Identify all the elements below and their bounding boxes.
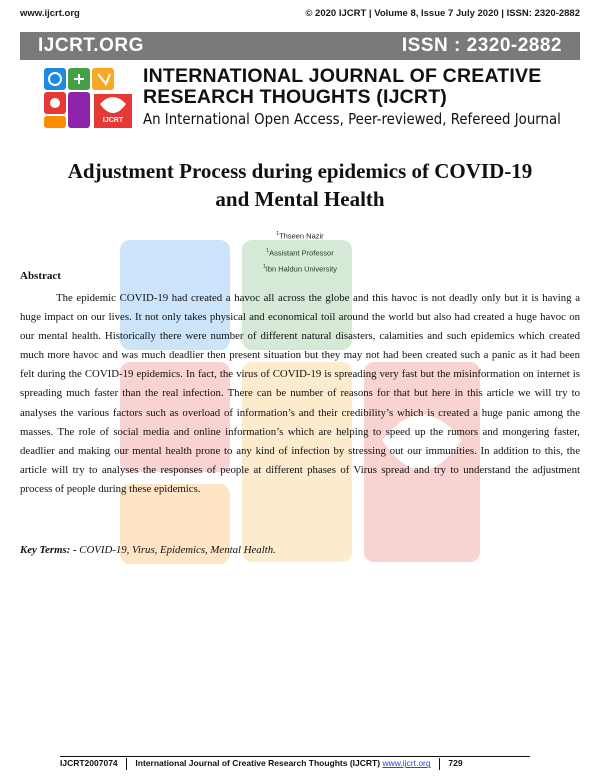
footer-page-number: 729 xyxy=(448,758,463,769)
journal-name-line1: INTERNATIONAL JOURNAL OF CREATIVE xyxy=(143,65,542,87)
abstract-body: The epidemic COVID-19 had created a havoc all across the globe and this havoc is not deadly only but it is having a huge impact on our lives. It not only takes physical and economical toil around the world but also had created a huge havoc on our mental health. Historically there were number of different natural disasters, calamities and such epidemics which created much more havoc and was much deadlier then present situation but they may not had been created such a panic as it had been felt during the COVID-19 epidemics. In fact, the virus of COVID-19 is spreading very fast but the misinformation on internet is spreading much faster than the real infection. There can be number of reasons for that but here in this article we will try to analyses the various factors such as overload of information’s and their credibility’s which is created a huge panic among the masses. The role of social media and online information’s which are helping to speed up the rumors and mongering faster, deadlier and making our mental health prone to any kind of infection by stressing out our immunities. In addition to this, the article will try to analyses the responses of people at different phases of Virus spread and try to understand the adjustment process of people during these epidemics. xyxy=(20,292,580,495)
banner-site: IJCRT.ORG xyxy=(38,35,144,56)
journal-url[interactable]: www.ijcrt.org xyxy=(20,8,80,19)
article-title xyxy=(20,157,580,213)
key-terms xyxy=(20,544,276,556)
running-header xyxy=(20,8,580,22)
logo-tile-orange xyxy=(44,116,66,128)
journal-name-line2: RESEARCH THOUGHTS (IJCRT) xyxy=(143,86,448,108)
author-block xyxy=(20,227,580,277)
key-terms-label: Key Terms: - xyxy=(20,544,77,556)
author-position-line: $^1$Assistant Professor xyxy=(266,247,334,257)
logo-tile-purple xyxy=(68,92,90,128)
footer-separator xyxy=(126,758,127,770)
journal-name xyxy=(143,66,583,108)
author-affiliation-line: $^1$Ibn Haldun University xyxy=(262,264,338,274)
author-affiliation: Ibn Haldun University xyxy=(265,264,338,274)
key-terms-values: COVID-19, Virus, Epidemics, Mental Health. xyxy=(79,544,276,556)
banner-issn: ISSN : 2320-2882 xyxy=(401,35,562,56)
journal-subtitle: An International Open Access, Peer-reviewed, Refereed Journal xyxy=(143,110,561,128)
page-footer xyxy=(60,758,463,772)
abstract-heading: Abstract xyxy=(20,270,61,282)
logo-tile-blue xyxy=(44,68,66,90)
article-title-line1: Adjustment Process during epidemics of COVID-19 xyxy=(67,159,533,183)
journal-banner xyxy=(20,32,580,60)
author-position: Assistant Professor xyxy=(269,248,334,257)
issue-info: © 2020 IJCRT | Volume 8, Issue 7 July 2020 | ISSN: 2320-2882 xyxy=(305,8,580,19)
footer-journal: International Journal of Creative Research Thoughts (IJCRT) xyxy=(135,758,381,769)
author-name-line: $^1$Thseen Nazir xyxy=(276,231,324,241)
author-name: Thseen Nazir xyxy=(279,231,324,241)
footer-separator xyxy=(439,758,440,770)
article-title-line2: and Mental Health xyxy=(215,187,385,211)
footer-paper-id: IJCRT2007074 xyxy=(60,758,118,769)
footer-link[interactable]: www.ijcrt.org xyxy=(382,758,431,769)
logo-text: IJCRT xyxy=(102,117,124,124)
footer-divider xyxy=(60,756,530,757)
journal-logo xyxy=(40,64,136,130)
